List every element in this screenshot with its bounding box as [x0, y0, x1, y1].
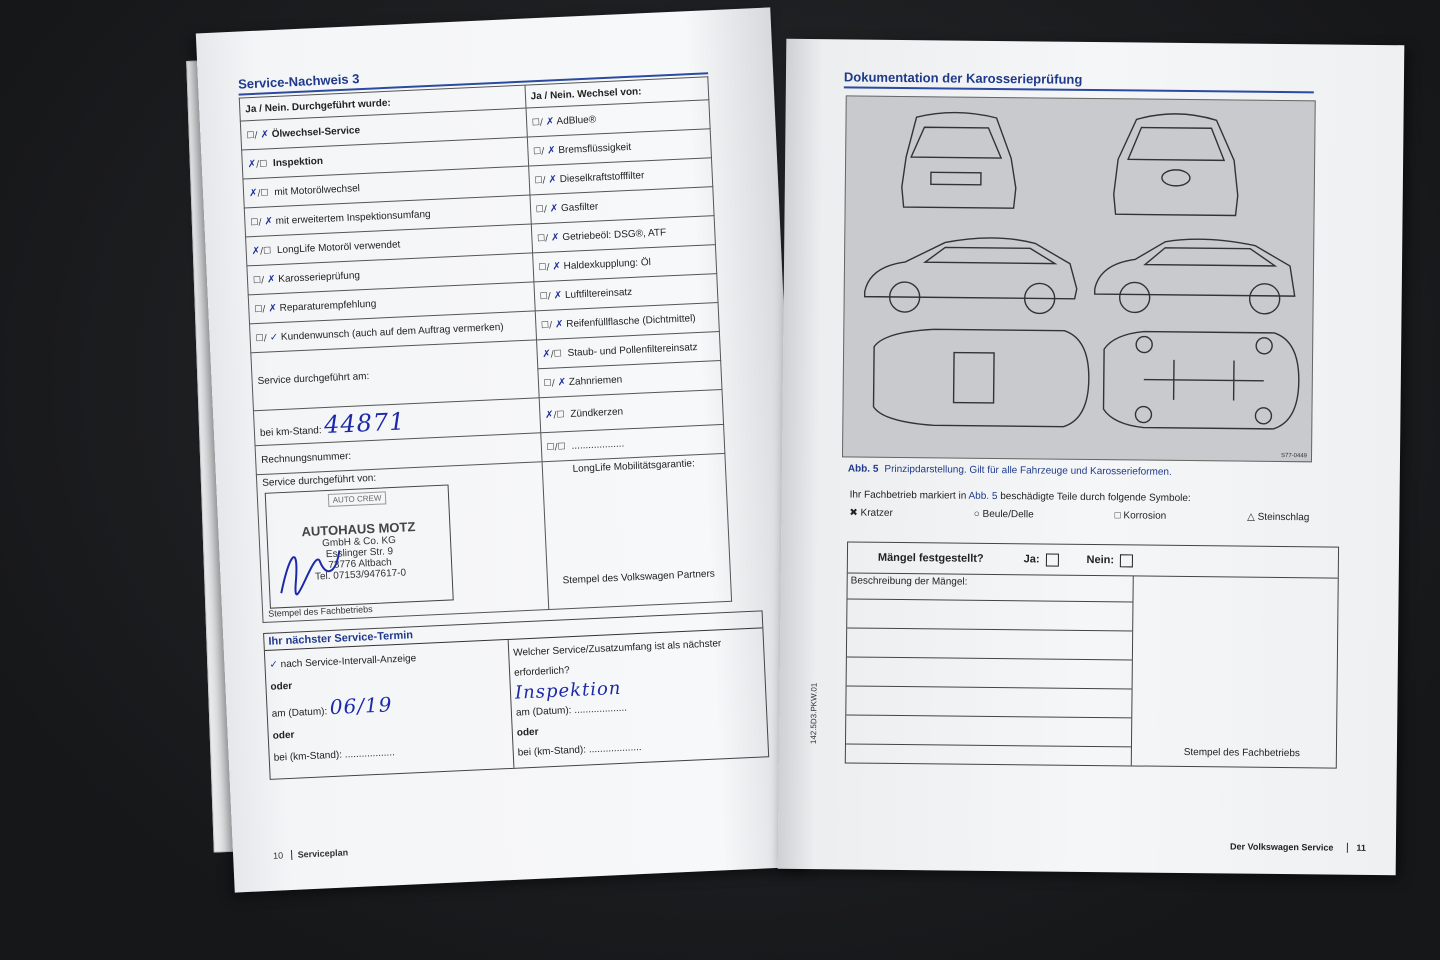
check-mark-icon: ✗: [548, 173, 558, 186]
figure-reference: Abb. 5: [968, 490, 998, 503]
handwritten-date: 06/19: [329, 692, 393, 720]
stamp-line: Esslinger Str. 9: [325, 546, 394, 561]
check-mark-icon: ✓: [269, 659, 279, 671]
left-page: [196, 7, 809, 892]
check-mark-icon: ✗: [557, 376, 567, 388]
oder-label: oder: [272, 729, 295, 742]
checkbox-icon: ☐/: [246, 130, 258, 141]
check-mark-icon: ✗: [552, 260, 562, 273]
checkbox-icon: ☐/: [255, 333, 268, 344]
next-service-left: [265, 640, 515, 779]
row-label: Bremsflüssigkeit: [558, 141, 632, 156]
invoice-label: Rechnungsnummer:: [260, 450, 352, 466]
checkbox-icon: ☐/: [543, 378, 555, 389]
row-label: Zahnriemen: [568, 374, 623, 388]
caption-text: Prinzipdarstellung. Gilt für alle Fahrzeuge und Karosserieformen.: [884, 463, 1172, 478]
row-label: Kundenwunsch (auch auf dem Auftrag vermerken): [280, 321, 504, 343]
checkbox-icon: /☐: [553, 409, 565, 421]
checkbox-icon: ☐/: [535, 204, 548, 215]
service-date-label: Service durchgeführt am:: [257, 370, 370, 388]
check-mark-icon: ✗: [553, 289, 563, 302]
description-label: Beschreibung der Mängel:: [847, 572, 1132, 602]
checkbox-icon: ☐/: [254, 304, 266, 315]
symbol-label: Beule/Delle: [982, 508, 1034, 521]
figure-code: S77-0449: [1280, 452, 1308, 460]
checkbox-icon: ☐/: [539, 291, 552, 302]
checkbox-icon: ☐/: [250, 217, 262, 228]
row-label: Getriebeöl: DSG®, ATF: [562, 226, 667, 243]
service-table: [239, 76, 732, 623]
next-service-title: Ihr nächster Service-Termin: [264, 611, 762, 651]
right-page: [778, 39, 1405, 875]
checkbox-icon: ☐/: [531, 117, 544, 128]
oder-label: oder: [516, 726, 539, 739]
symbol-label: Kratzer: [860, 507, 893, 519]
symbol-label: Korrosion: [1123, 510, 1167, 522]
row-label: Dieselkraftstofffilter: [559, 169, 645, 185]
stone-chip-icon: △: [1247, 511, 1255, 523]
stamp-line: 73776 Altbach: [328, 557, 392, 572]
checkbox-icon: ☐/: [534, 175, 546, 186]
signature-icon: [274, 530, 347, 603]
yes-label: Ja:: [1023, 553, 1040, 566]
stamp-caption: Stempel des Fachbetriebs: [267, 604, 373, 619]
checkbox-icon: ☐/: [536, 233, 549, 244]
km-field-label: bei (km-Stand): ..................: [273, 747, 396, 764]
yes-checkbox: [1046, 553, 1059, 566]
row-label: LongLife Motoröl verwendet: [276, 238, 401, 256]
checkbox-icon: ☐/☐: [546, 441, 566, 453]
next-service-right: [509, 628, 768, 767]
stamp-logo: AUTO CREW: [327, 491, 386, 507]
check-mark-icon: ✗: [260, 128, 270, 141]
service-record: [238, 55, 749, 780]
performed-by-label: Service durchgeführt von:: [262, 472, 377, 489]
row-label: Gasfilter: [560, 200, 599, 214]
guarantee-label: LongLife Mobilitätsgarantie:: [572, 458, 696, 475]
side-code: 142.5D3.PKW.01: [808, 682, 819, 745]
service-record-title: Service-Nachweis 3: [238, 55, 708, 95]
next-service-question: Welcher Service/Zusatzumfang ist als nächster erforderlich?: [512, 638, 722, 679]
checkbox-icon: /☐: [255, 158, 268, 170]
row-label: Zündkerzen: [570, 405, 624, 420]
footer-label: Der Volkswagen Service: [1229, 841, 1334, 853]
scratch-icon: ✖: [849, 507, 858, 519]
defects-description: [846, 572, 1134, 765]
page-number: 10: [272, 850, 284, 861]
figure-caption: [848, 463, 1172, 477]
check-mark-icon: ✗: [545, 115, 555, 128]
check-mark-icon: ✗: [550, 231, 560, 244]
checkbox-icon: ☐/: [532, 146, 545, 157]
row-label: Haldexkupplung: Öl: [563, 256, 652, 272]
stamp-name: AUTOHAUS MOTZ: [301, 519, 416, 540]
date-label: am (Datum):: [271, 706, 328, 720]
date-field-label: am (Datum): ...................: [515, 702, 628, 719]
checkbox-icon: /☐: [550, 348, 563, 360]
next-service-box: [263, 610, 769, 780]
symbols-intro: Ihr Fachbetrieb markiert in Abb. 5 beschädigte Teile durch folgende Symbole:: [849, 489, 1191, 505]
checkbox-icon: ☐/: [538, 262, 550, 273]
row-label: Inspektion: [272, 155, 324, 169]
no-checkbox: [1120, 554, 1133, 567]
stamp-line: GmbH & Co. KG: [321, 534, 397, 550]
row-label: AdBlue®: [556, 113, 597, 127]
row-label: Ölwechsel-Service: [271, 124, 361, 140]
check-mark-icon: ✗: [264, 215, 274, 228]
handwritten-answer: Inspektion: [514, 677, 622, 704]
dealer-stamp: [265, 484, 454, 608]
check-mark-icon: ✗: [251, 245, 261, 257]
row-label: Luftfiltereinsatz: [564, 286, 633, 301]
check-mark-icon: ✗: [266, 273, 276, 285]
check-mark-icon: ✗: [544, 409, 554, 421]
left-footer: [273, 847, 348, 860]
checkbox-icon: /☐: [259, 245, 272, 257]
section-label: Serviceplan: [290, 847, 348, 860]
check-mark-icon: ✓: [269, 331, 279, 343]
checkbox-icon: /☐: [257, 187, 269, 199]
stamp-line: Tel. 07153/947617-0: [314, 567, 407, 583]
oder-label: oder: [270, 680, 293, 693]
row-label: mit erweitertem Inspektionsumfang: [275, 208, 431, 227]
check-mark-icon: ✗: [248, 187, 258, 199]
symbol-label: Steinschlag: [1257, 511, 1310, 524]
row-label: Staub- und Pollenfiltereinsatz: [567, 341, 698, 359]
row-label: Karosserieprüfung: [278, 269, 361, 285]
page-number: 11: [1347, 843, 1366, 853]
partner-stamp-caption: Stempel des Volkswagen Partners: [562, 568, 716, 587]
body-check-title: Dokumentation der Karosserieprüfung: [844, 69, 1314, 93]
handwritten-km: 44871: [323, 407, 407, 440]
check-mark-icon: ✗: [554, 318, 564, 330]
row-label: Reifenfüllflasche (Dichtmittel): [566, 312, 696, 330]
car-outline-icon: [843, 96, 1315, 461]
right-footer: [1230, 841, 1366, 852]
dent-icon: ○: [973, 508, 980, 520]
car-diagram: [842, 95, 1316, 462]
row-label: Reparaturempfehlung: [279, 298, 377, 314]
stamp-caption: Stempel des Fachbetriebs: [1183, 746, 1300, 760]
defects-question: Mängel festgestellt?: [877, 551, 984, 565]
check-mark-icon: ✗: [268, 302, 278, 314]
row-label: ...................: [571, 437, 625, 452]
table-row: [256, 453, 731, 622]
symbol-legend: [849, 507, 1309, 523]
no-label: Nein:: [1086, 553, 1115, 567]
check-mark-icon: ✗: [542, 348, 551, 360]
defects-box: [845, 541, 1339, 768]
checkbox-icon: ☐/: [540, 320, 553, 331]
check-mark-icon: ✗: [549, 202, 559, 215]
check-mark-icon: ✗: [247, 158, 257, 170]
checkbox-icon: ☐/: [252, 275, 265, 286]
row-label: mit Motorölwechsel: [274, 182, 361, 198]
interval-option: nach Service-Intervall-Anzeige: [280, 653, 417, 671]
col1-header: Ja / Nein. Durchgeführt wurde:: [239, 85, 525, 121]
caption-label: Abb. 5: [847, 463, 879, 475]
corrosion-icon: □: [1114, 510, 1121, 522]
km-field-label: bei (km-Stand): ...................: [517, 742, 642, 759]
km-label: bei km-Stand:: [259, 425, 322, 439]
check-mark-icon: ✗: [546, 144, 556, 157]
col2-header: Ja / Nein. Wechsel von:: [525, 77, 709, 108]
